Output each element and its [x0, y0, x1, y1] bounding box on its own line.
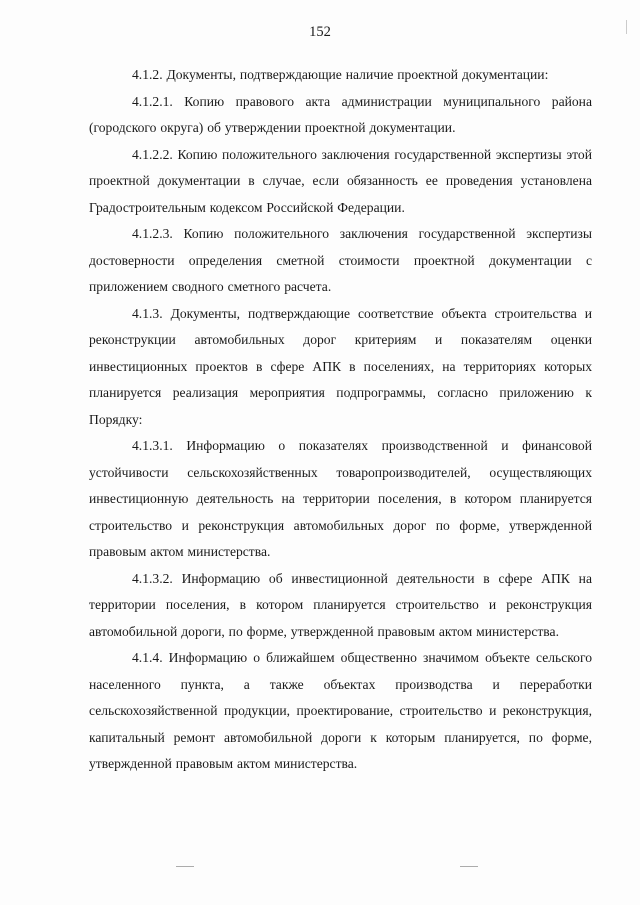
paragraph-4-1-4: 4.1.4. Информацию о ближайшем общественно значимом объекте сельского населенного пункта, а также объектах производства и переработки сельскохозяйственной продукции, проектирование, строительство и реконструкция, капитальный ремонт автомобильной дороги к которым планируется, по форме, утвержденной правовым актом министерства. — [89, 650, 592, 771]
paragraph-4-1-3-2: 4.1.3.2. Информацию об инвестиционной деятельности в сфере АПК на территории поселения, в котором планируется строительство и реконструкция автомобильной дороги, по форме, утвержденной правовым актом министерства. — [89, 570, 592, 639]
paragraph-4-1-3: 4.1.3. Документы, подтверждающие соответствие объекта строительства и реконструкции автомобильных дорог критериям и показателям оценки инвестиционных проектов в сфере АПК в поселениях, на территориях которых планируется реализация мероприятия подпрограммы, согласно приложению к Порядку: — [89, 305, 592, 427]
scan-artifact-left — [176, 866, 194, 867]
paragraph-4-1-2-1: 4.1.2.1. Копию правового акта администрации муниципального района (городского округа) об утверждении проектной документации. — [89, 93, 592, 135]
paragraph-4-1-2-3: 4.1.2.3. Копию положительного заключения государственной экспертизы достоверности определения сметной стоимости проектной документации с приложением сводного сметного расчета. — [89, 226, 592, 294]
paragraph-4-1-2: 4.1.2. Документы, подтверждающие наличие проектной документации: — [132, 67, 549, 82]
paragraph-4-1-3-1: 4.1.3.1. Информацию о показателях производственной и финансовой устойчивости сельскохозяйственных товаропроизводителей, осуществляющих инвестиционную деятельность на территории поселения, в котором планируется строительство и реконструкция автомобильных дорог по форме, утвержденной правовым актом министерства. — [89, 438, 592, 559]
paragraph-4-1-2-2: 4.1.2.2. Копию положительного заключения государственной экспертизы этой проектной документации в случае, если обязанность ее проведения установлена Градостроительным кодексом Российской Федерации. — [89, 146, 592, 215]
page-number: 152 — [309, 24, 331, 40]
scan-artifact-right — [460, 866, 478, 867]
scan-edge-mark — [626, 20, 627, 34]
document-body — [89, 62, 592, 778]
